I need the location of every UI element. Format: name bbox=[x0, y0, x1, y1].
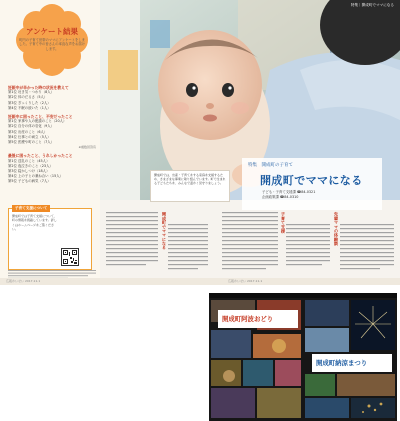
answer: 第3位 寝かしつけ（18人） bbox=[8, 169, 50, 174]
feature-subtitle: 特集 開成町の子育て bbox=[248, 163, 293, 168]
nouryou-title: 開成町納涼まつり bbox=[316, 359, 368, 367]
answer: 第4位 仕事との両立（5人） bbox=[8, 134, 51, 139]
answer: 第2位 自分の体の変化（9人） bbox=[8, 124, 55, 129]
answer: 第5位 医療や町のこと（7人） bbox=[8, 140, 55, 145]
answer: 第2位 夜泣きのこと（23人） bbox=[8, 163, 53, 168]
answer: 第2位 体のだるさ（5人） bbox=[8, 95, 48, 100]
question-3: 最後に困ったこと、うれしかったこと bbox=[8, 153, 73, 159]
survey-source: ※複数回答有 bbox=[78, 145, 96, 150]
meta-line: 子ども・子育て支援課 ☎84-0321 bbox=[262, 190, 316, 194]
survey-results bbox=[8, 82, 96, 185]
answer: 第1位 家事や人の配慮のこと（20人） bbox=[8, 119, 67, 124]
question-2: 妊娠中に困ったこと、不安だったこと bbox=[8, 114, 73, 120]
answer: 第1位 送乳のこと（45人） bbox=[8, 158, 50, 163]
article-columns bbox=[104, 210, 396, 282]
qr-code-icon[interactable] bbox=[61, 248, 79, 266]
info-tag: 子育て支援について bbox=[12, 205, 50, 212]
column-head: 子育て支援 bbox=[281, 212, 286, 233]
answer: 第3位 ぎっくりした（2人） bbox=[8, 100, 51, 105]
survey-title: アンケート結果 bbox=[25, 27, 79, 36]
footer-right: 広報かいせい 2017.11.1 bbox=[228, 279, 263, 283]
survey-intro: 町内の子育て世帯のママにアンケートをしました。子育て中の皆さんの率直な声をお届けします。 bbox=[19, 38, 85, 51]
answer: 第5位 子どもの病気（7人） bbox=[8, 179, 51, 184]
answer: 第4位 上の子との兼ね合い（15人） bbox=[8, 174, 64, 179]
info-text: 開成町では子育て支援について、町の情報を掲載しています。詳しくはホームページをご覧ください。 bbox=[12, 214, 57, 231]
column-head: 開成町でママになる bbox=[162, 212, 167, 250]
meta-line: 企画政策課 ☎84-0310 bbox=[262, 195, 299, 200]
answer: 第1位 吐き気・つわり（8人） bbox=[8, 90, 55, 95]
page-header: 特集｜開成町でママになる bbox=[350, 3, 394, 7]
page-footer bbox=[0, 278, 400, 285]
awaodori-title: 開成町阿波おどり bbox=[222, 315, 274, 323]
photo-caption: 開成町では、出産・子育てをする家庭を支援するため、さまざまな事業に取り組んでいます。町で生まれる子どもたちを、みんなで温かく見守りましょう。 bbox=[150, 170, 230, 202]
question-1: 妊娠中が辛かった時の状況を教えて bbox=[8, 85, 69, 90]
answer: 第4位 不眠の続いた（1人） bbox=[8, 105, 51, 110]
feature-title: 開成町でママになる bbox=[260, 174, 363, 187]
answer: 第3位 出産のこと（6人） bbox=[8, 129, 48, 134]
column-head: 先輩ママの体験談 bbox=[334, 212, 339, 246]
feature-meta bbox=[262, 190, 315, 200]
footer-left: 広報かいせい 2017.11.1 bbox=[6, 279, 41, 283]
